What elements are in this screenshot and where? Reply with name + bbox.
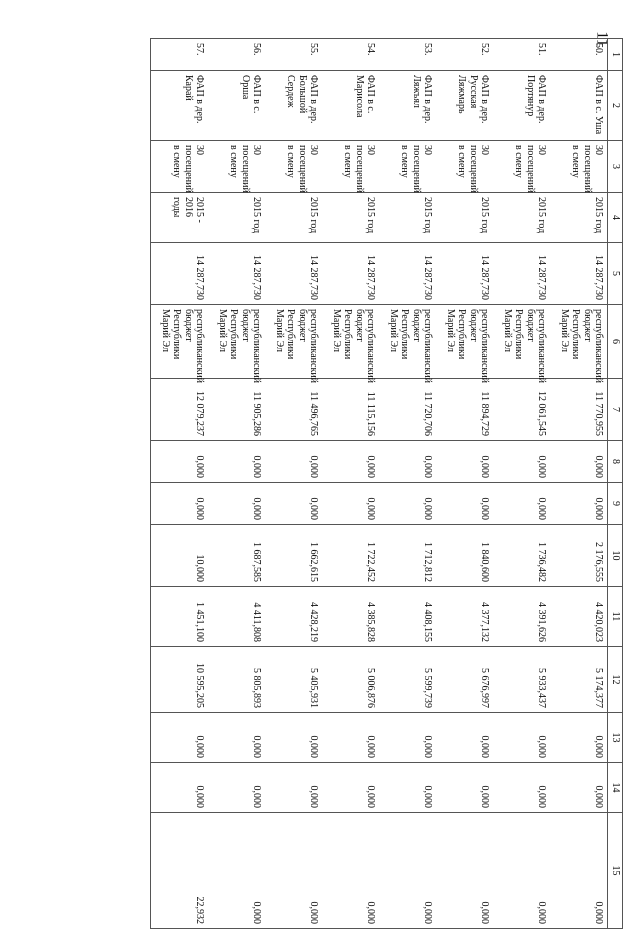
funding-source: республиканский бюджет Республики Марий Эл [437, 305, 494, 379]
value-col13: 0,000 [494, 713, 551, 763]
table-row [209, 39, 266, 929]
funding-source: республиканский бюджет Республики Марий Эл [323, 305, 380, 379]
value-col13: 0,000 [323, 713, 380, 763]
value-col9: 0,000 [323, 483, 380, 525]
value-col9: 0,000 [380, 483, 437, 525]
value-col13: 0,000 [209, 713, 266, 763]
funding-source: республиканский бюджет Республики Марий Эл [266, 305, 323, 379]
value-col7: 11 905,286 [209, 379, 266, 441]
value-col9: 0,000 [266, 483, 323, 525]
facility-name: ФАП в с. Уша [551, 71, 609, 141]
facility-name: ФАП в дер. Карай [151, 71, 209, 141]
value-col13: 0,000 [151, 713, 209, 763]
header-row [608, 39, 623, 929]
value-col15: 0,000 [209, 813, 266, 929]
column-header: 4 [608, 193, 623, 243]
value-col11: 4 428,219 [266, 587, 323, 647]
value-col13: 0,000 [380, 713, 437, 763]
data-table [151, 38, 624, 929]
column-header: 15 [608, 813, 623, 929]
value-col12: 5 599,739 [380, 647, 437, 713]
value-col14: 0,000 [494, 763, 551, 813]
value-col5: 14 287,730 [437, 243, 494, 305]
capacity: 30 посещений в смену [151, 141, 209, 193]
value-col5: 14 287,730 [551, 243, 609, 305]
value-col12: 10 595,205 [151, 647, 209, 713]
value-col15: 0,000 [266, 813, 323, 929]
column-header: 2 [608, 71, 623, 141]
row-number: 53. [380, 39, 437, 71]
value-col10: 1 712,812 [380, 525, 437, 587]
period: 2015 год [266, 193, 323, 243]
value-col10: 10,000 [151, 525, 209, 587]
table-row [551, 39, 609, 929]
value-col10: 1 662,615 [266, 525, 323, 587]
column-header: 3 [608, 141, 623, 193]
rotated-table-container [123, 38, 623, 924]
value-col11: 4 420,023 [551, 587, 609, 647]
column-header: 1 [608, 39, 623, 71]
value-col15: 0,000 [551, 813, 609, 929]
value-col5: 14 287,730 [266, 243, 323, 305]
value-col10: 1 722,452 [323, 525, 380, 587]
value-col7: 11 496,765 [266, 379, 323, 441]
value-col12: 5 006,876 [323, 647, 380, 713]
value-col11: 4 377,132 [437, 587, 494, 647]
value-col8: 0,000 [266, 441, 323, 483]
value-col15: 0,000 [437, 813, 494, 929]
facility-name: ФАП в дер. Ляжъял [380, 71, 437, 141]
value-col11: 4 408,155 [380, 587, 437, 647]
row-number: 55. [266, 39, 323, 71]
column-header: 11 [608, 587, 623, 647]
value-col8: 0,000 [437, 441, 494, 483]
capacity: 30 посещений в смену [437, 141, 494, 193]
value-col10: 1 687,585 [209, 525, 266, 587]
period: 2015 год [551, 193, 609, 243]
column-header: 8 [608, 441, 623, 483]
value-col14: 0,000 [209, 763, 266, 813]
value-col8: 0,000 [551, 441, 609, 483]
column-header: 5 [608, 243, 623, 305]
value-col8: 0,000 [151, 441, 209, 483]
value-col5: 14 287,730 [209, 243, 266, 305]
row-number: 57. [151, 39, 209, 71]
capacity: 30 посещений в смену [266, 141, 323, 193]
value-col10: 2 176,555 [551, 525, 609, 587]
value-col10: 1 736,482 [494, 525, 551, 587]
value-col15: 0,000 [494, 813, 551, 929]
facility-name: ФАП в с. Марисола [323, 71, 380, 141]
period: 2015 год [380, 193, 437, 243]
value-col11: 4 411,808 [209, 587, 266, 647]
column-header: 6 [608, 305, 623, 379]
value-col7: 11 115,156 [323, 379, 380, 441]
value-col13: 0,000 [266, 713, 323, 763]
value-col8: 0,000 [494, 441, 551, 483]
value-col14: 0,000 [266, 763, 323, 813]
column-header: 14 [608, 763, 623, 813]
value-col8: 0,000 [323, 441, 380, 483]
value-col5: 14 287,730 [494, 243, 551, 305]
value-col15: 0,000 [380, 813, 437, 929]
value-col5: 14 287,730 [151, 243, 209, 305]
value-col14: 0,000 [437, 763, 494, 813]
value-col12: 5 805,893 [209, 647, 266, 713]
table-row [151, 39, 209, 929]
capacity: 30 посещений в смену [380, 141, 437, 193]
row-number: 51. [494, 39, 551, 71]
value-col7: 11 894,729 [437, 379, 494, 441]
column-header: 13 [608, 713, 623, 763]
table-row [494, 39, 551, 929]
value-col11: 1 451,100 [151, 587, 209, 647]
value-col5: 14 287,730 [380, 243, 437, 305]
value-col15: 0,000 [323, 813, 380, 929]
value-col13: 0,000 [551, 713, 609, 763]
page-number: 11 [593, 31, 611, 47]
row-number: 52. [437, 39, 494, 71]
value-col9: 0,000 [551, 483, 609, 525]
period: 2015 год [323, 193, 380, 243]
capacity: 30 посещений в смену [494, 141, 551, 193]
value-col11: 4 391,626 [494, 587, 551, 647]
column-header: 10 [608, 525, 623, 587]
value-col12: 5 676,997 [437, 647, 494, 713]
value-col13: 0,000 [437, 713, 494, 763]
value-col11: 4 385,828 [323, 587, 380, 647]
value-col12: 5 174,377 [551, 647, 609, 713]
funding-source: республиканский бюджет Республики Марий Эл [209, 305, 266, 379]
funding-source: республиканский бюджет Республики Марий Эл [551, 305, 609, 379]
row-number: 54. [323, 39, 380, 71]
value-col14: 0,000 [323, 763, 380, 813]
value-col12: 5 933,437 [494, 647, 551, 713]
value-col10: 1 840,600 [437, 525, 494, 587]
table-row [266, 39, 323, 929]
table-body [151, 39, 608, 929]
column-header: 9 [608, 483, 623, 525]
value-col15: 22,932 [151, 813, 209, 929]
value-col7: 12 061,545 [494, 379, 551, 441]
table-row [437, 39, 494, 929]
value-col7: 12 079,237 [151, 379, 209, 441]
capacity: 30 посещений в смену [551, 141, 609, 193]
value-col7: 11 770,955 [551, 379, 609, 441]
capacity: 30 посещений в смену [323, 141, 380, 193]
facility-name: ФАП в дер. Портянур [494, 71, 551, 141]
facility-name: ФАП в с. Орша [209, 71, 266, 141]
value-col9: 0,000 [209, 483, 266, 525]
period: 2015 год [437, 193, 494, 243]
capacity: 30 посещений в смену [209, 141, 266, 193]
period: 2015 год [494, 193, 551, 243]
table-row [323, 39, 380, 929]
value-col5: 14 287,730 [323, 243, 380, 305]
value-col9: 0,000 [151, 483, 209, 525]
funding-source: республиканский бюджет Республики Марий Эл [151, 305, 209, 379]
column-header: 7 [608, 379, 623, 441]
period: 2015 год [209, 193, 266, 243]
column-header: 12 [608, 647, 623, 713]
facility-name: ФАП в дер. Русская Ляжмарь [437, 71, 494, 141]
value-col14: 0,000 [551, 763, 609, 813]
table-row [380, 39, 437, 929]
value-col8: 0,000 [380, 441, 437, 483]
value-col14: 0,000 [151, 763, 209, 813]
value-col12: 5 405,931 [266, 647, 323, 713]
row-number: 50. [551, 39, 609, 71]
value-col9: 0,000 [494, 483, 551, 525]
period: 2015 - 2016 годы [151, 193, 209, 243]
facility-name: ФАП в дер. Большой Сердеж [266, 71, 323, 141]
value-col14: 0,000 [380, 763, 437, 813]
value-col8: 0,000 [209, 441, 266, 483]
value-col7: 11 720,706 [380, 379, 437, 441]
funding-source: республиканский бюджет Республики Марий Эл [380, 305, 437, 379]
value-col9: 0,000 [437, 483, 494, 525]
row-number: 56. [209, 39, 266, 71]
funding-source: республиканский бюджет Республики Марий Эл [494, 305, 551, 379]
